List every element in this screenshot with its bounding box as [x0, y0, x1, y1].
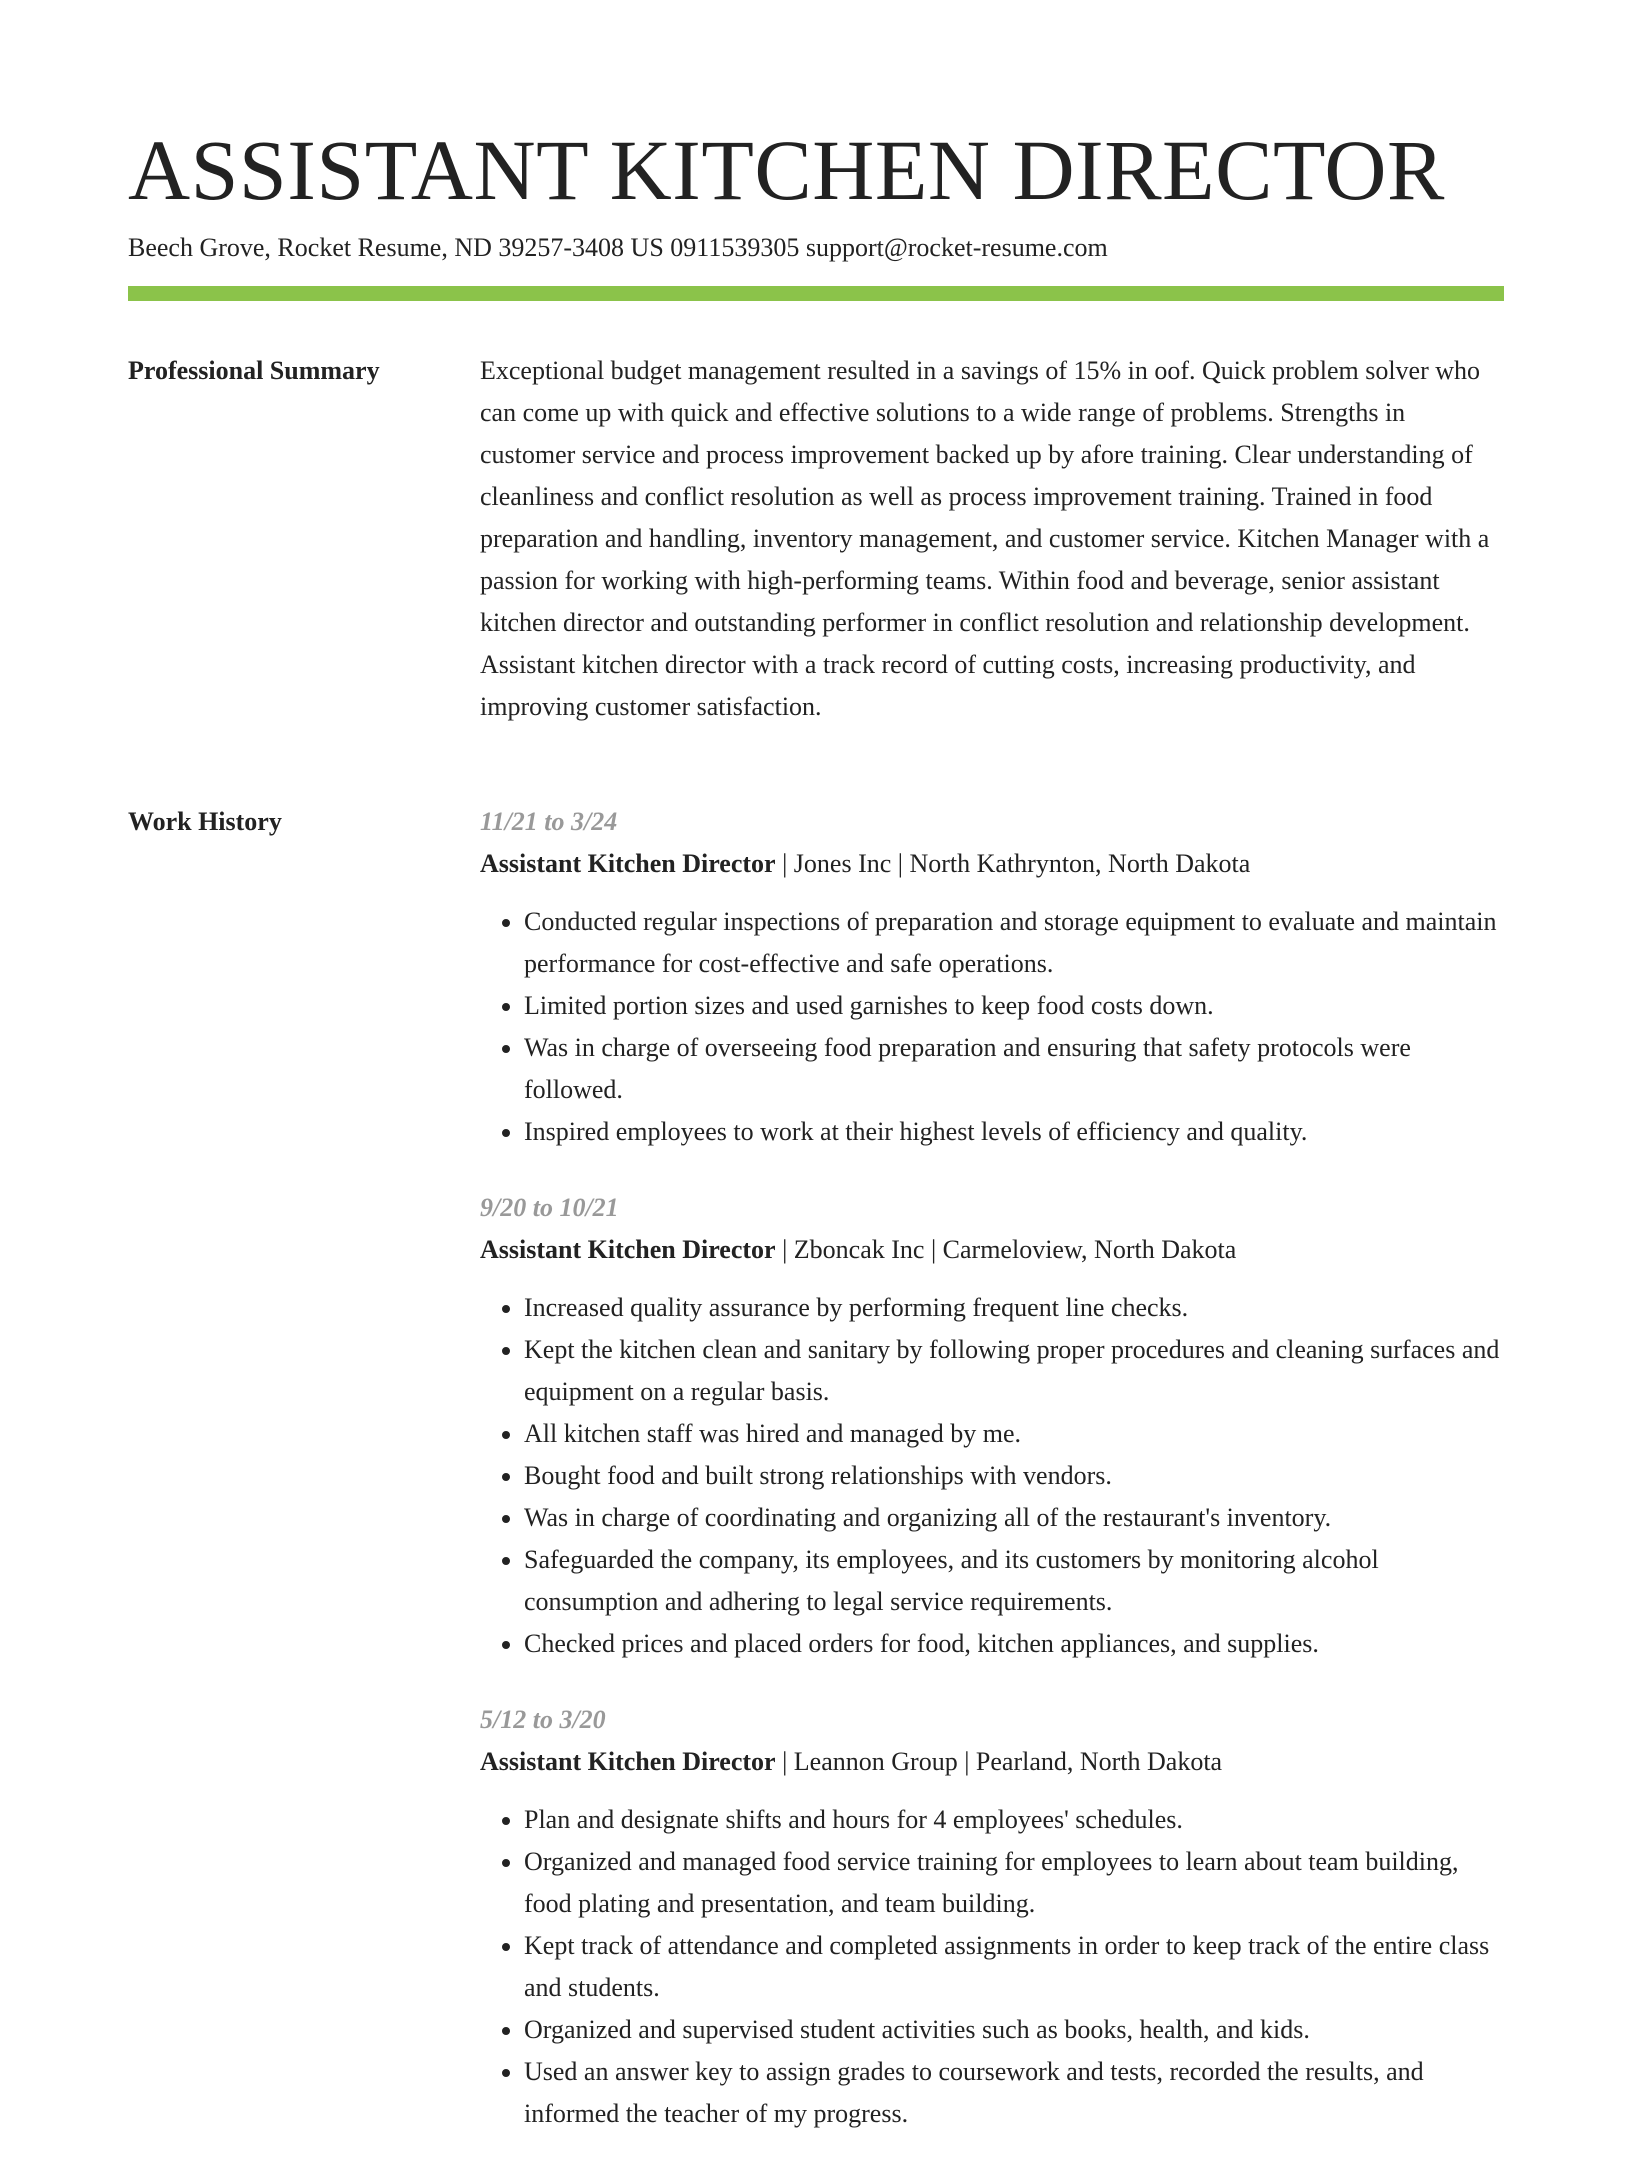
- job-entry: [480, 801, 1504, 1153]
- job-bullet: • Plan and designate shifts and hours for 4 employees' schedules.: [524, 1799, 1504, 1841]
- job-bullet: • Organized and supervised student activities such as books, health, and kids.: [524, 2009, 1504, 2051]
- job-title-line: [480, 843, 1504, 885]
- work-history-section: [480, 801, 1504, 2169]
- job-bullet: • Organized and managed food service training for employees to learn about team building, food plating and presentation, and team building.: [524, 1841, 1504, 1925]
- job-bullet: • Limited portion sizes and used garnishes to keep food costs down.: [524, 985, 1504, 1027]
- job-title: Assistant Kitchen Director: [480, 849, 776, 878]
- resume-page: [128, 0, 1504, 2128]
- job-bullet: • Was in charge of coordinating and organizing all of the restaurant's inventory.: [524, 1497, 1504, 1539]
- job-company-location: | Zboncak Inc | Carmeloview, North Dakota: [775, 1235, 1237, 1264]
- job-dates: 11/21 to 3/24: [480, 807, 618, 836]
- job-title-line: [480, 1229, 1504, 1271]
- job-bullets: [480, 1799, 1504, 2135]
- job-company-location: | Leannon Group | Pearland, North Dakota: [775, 1747, 1223, 1776]
- job-bullet: • Bought food and built strong relationships with vendors.: [524, 1455, 1504, 1497]
- summary-section: [480, 350, 1504, 728]
- job-bullet: • Inspired employees to work at their highest levels of efficiency and quality.: [524, 1111, 1504, 1153]
- summary-heading: Professional Summary: [128, 356, 380, 385]
- header-divider: [128, 286, 1504, 301]
- job-entry: [480, 1699, 1504, 2135]
- job-title-line: [480, 1741, 1504, 1783]
- job-bullet: • Used an answer key to assign grades to coursework and tests, recorded the results, and informed the teacher of my progress.: [524, 2051, 1504, 2135]
- job-bullet: • All kitchen staff was hired and managed by me.: [524, 1413, 1504, 1455]
- summary-text: Exceptional budget management resulted in a savings of 15% in oof. Quick problem solver who can come up with quick and effective solutions to a wide range of problems. Strengths in customer service and process improvement backed up by afore training. Clear understanding of cleanliness and conflict resolution as well as process improvement training. Trained in food preparation and handling, inventory management, and customer service. Kitchen Manager with a passion for working with high-performing teams. Within food and beverage, senior assistant kitchen director and outstanding performer in conflict resolution and relationship development. Assistant kitchen director with a track record of cutting costs, increasing productivity, and improving customer satisfaction.: [480, 356, 1490, 721]
- job-dates: 9/20 to 10/21: [480, 1193, 619, 1222]
- contact-line: Beech Grove, Rocket Resume, ND 39257-3408 US 0911539305 support@rocket-resume.com: [128, 233, 1108, 262]
- job-bullet: • Kept the kitchen clean and sanitary by following proper procedures and cleaning surfaces and equipment on a regular basis.: [524, 1329, 1504, 1413]
- job-bullet: • Increased quality assurance by performing frequent line checks.: [524, 1287, 1504, 1329]
- resume-name-title: ASSISTANT KITCHEN DIRECTOR: [128, 122, 1445, 218]
- job-bullet: • Kept track of attendance and completed assignments in order to keep track of the entire class and students.: [524, 1925, 1504, 2009]
- job-bullet: • Was in charge of overseeing food preparation and ensuring that safety protocols were followed.: [524, 1027, 1504, 1111]
- job-title: Assistant Kitchen Director: [480, 1235, 776, 1264]
- job-company-location: | Jones Inc | North Kathrynton, North Dakota: [775, 849, 1251, 878]
- work-history-heading: Work History: [128, 807, 282, 836]
- job-bullet: • Safeguarded the company, its employees, and its customers by monitoring alcohol consumption and adhering to legal service requirements.: [524, 1539, 1504, 1623]
- job-bullet: • Conducted regular inspections of preparation and storage equipment to evaluate and maintain performance for cost-effective and safe operations.: [524, 901, 1504, 985]
- job-entry: [480, 1187, 1504, 1665]
- job-dates: 5/12 to 3/20: [480, 1705, 606, 1734]
- job-bullets: [480, 1287, 1504, 1665]
- job-bullets: [480, 901, 1504, 1153]
- job-bullet: • Checked prices and placed orders for food, kitchen appliances, and supplies.: [524, 1623, 1504, 1665]
- job-title: Assistant Kitchen Director: [480, 1747, 776, 1776]
